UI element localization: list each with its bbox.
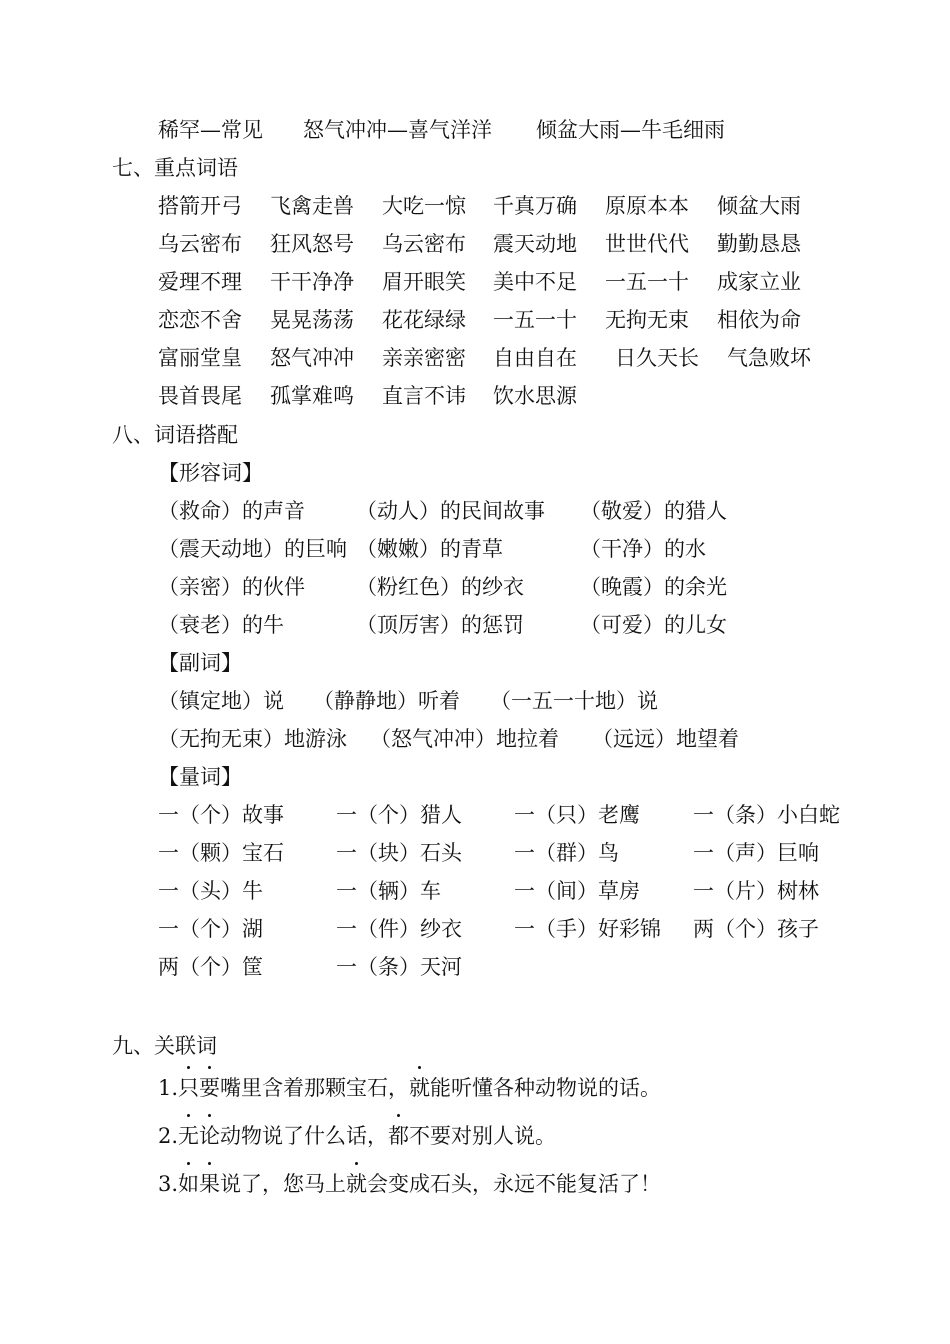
- measure-collocation: 两（个）孩子: [693, 917, 819, 941]
- key-word: 一五一十: [493, 308, 577, 332]
- adverb-label: 【副词】: [158, 651, 242, 675]
- key-word: 千真万确: [493, 194, 577, 218]
- sentence-text: 动物说了什么话，: [220, 1124, 389, 1148]
- key-word: 直言不讳: [382, 384, 466, 408]
- key-word: 无拘无束: [605, 308, 689, 332]
- adverb-collocation: （镇定地）说: [158, 689, 284, 713]
- key-word: 日久天长: [615, 346, 699, 370]
- adjective-collocation: （粉红色）的纱衣: [356, 575, 524, 599]
- key-word: 原原本本: [605, 194, 689, 218]
- measure-collocation: 一（个）猎人: [336, 803, 462, 827]
- key-word: 倾盆大雨: [717, 194, 801, 218]
- section-7-heading: 七、重点词语: [112, 156, 238, 180]
- measure-collocation: 一（手）好彩锦: [514, 917, 661, 941]
- measure-collocation: 两（个）筐: [158, 955, 263, 979]
- key-word: 震天动地: [493, 232, 577, 256]
- antonym-pair: 稀罕—常见: [158, 118, 263, 142]
- key-word: 干干净净: [270, 270, 354, 294]
- key-word: 爱理不理: [158, 270, 242, 294]
- key-word: 美中不足: [493, 270, 577, 294]
- key-word: 乌云密布: [158, 232, 242, 256]
- key-word: 富丽堂皇: [158, 346, 242, 370]
- sentence-number: 2.: [158, 1124, 179, 1148]
- section-8-heading: 八、词语搭配: [112, 423, 238, 447]
- measure-collocation: 一（只）老鹰: [514, 803, 640, 827]
- key-word: 一五一十: [605, 270, 689, 294]
- conjunction-word: 如果: [178, 1172, 221, 1196]
- key-word: 眉开眼笑: [382, 270, 466, 294]
- key-word: 自由自在: [493, 346, 577, 370]
- antonym-pair: 怒气冲冲—喜气洋洋: [303, 118, 492, 142]
- adjective-collocation: （亲密）的伙伴: [158, 575, 305, 599]
- key-word: 大吃一惊: [382, 194, 466, 218]
- adverb-collocation: （无拘无束）地游泳: [158, 727, 347, 751]
- adjective-collocation: （震天动地）的巨响: [158, 537, 347, 561]
- adverb-collocation: （一五一十地）说: [490, 689, 658, 713]
- adjective-collocation: （顶厉害）的惩罚: [356, 613, 524, 637]
- measure-collocation: 一（块）石头: [336, 841, 462, 865]
- key-word: 乌云密布: [382, 232, 466, 256]
- key-word: 飞禽走兽: [270, 194, 354, 218]
- key-word: 相依为命: [717, 308, 801, 332]
- key-word: 狂风怒号: [270, 232, 354, 256]
- sentence-text: 嘴里含着那颗宝石，: [220, 1076, 410, 1100]
- sentence-text: 说了，您马上: [220, 1172, 347, 1196]
- section-9-heading: 九、关联词: [112, 1034, 217, 1058]
- key-word: 亲亲密密: [382, 346, 466, 370]
- key-word: 花花绿绿: [382, 308, 466, 332]
- adjective-collocation: （可爱）的儿女: [580, 613, 727, 637]
- key-word: 勤勤恳恳: [717, 232, 801, 256]
- measure-collocation: 一（群）鸟: [514, 841, 619, 865]
- sentence-text: 能听懂各种动物说的话。: [430, 1076, 662, 1100]
- conjunction-sentence: [158, 1123, 556, 1149]
- conjunction-sentence: [158, 1171, 661, 1197]
- key-word: 世世代代: [605, 232, 689, 256]
- key-word: 畏首畏尾: [158, 384, 242, 408]
- measure-collocation: 一（颗）宝石: [158, 841, 284, 865]
- adverb-collocation: （怒气冲冲）地拉着: [370, 727, 559, 751]
- measure-collocation: 一（辆）车: [336, 879, 441, 903]
- conjunction-word: 都: [388, 1124, 410, 1148]
- measure-collocation: 一（片）树林: [693, 879, 819, 903]
- key-word: 晃晃荡荡: [270, 308, 354, 332]
- adjective-collocation: （晚霞）的余光: [580, 575, 727, 599]
- sentence-number: 3.: [158, 1172, 179, 1196]
- key-word: 恋恋不舍: [158, 308, 242, 332]
- measure-collocation: 一（头）牛: [158, 879, 263, 903]
- adjective-collocation: （动人）的民间故事: [356, 499, 545, 523]
- measure-collocation: 一（条）小白蛇: [693, 803, 840, 827]
- sentence-number: 1.: [158, 1076, 179, 1100]
- adjective-collocation: （衰老）的牛: [158, 613, 284, 637]
- conjunction-word: 就: [409, 1076, 431, 1100]
- key-word: 成家立业: [717, 270, 801, 294]
- measure-collocation: 一（条）天河: [336, 955, 462, 979]
- measure-collocation: 一（件）纱衣: [336, 917, 462, 941]
- key-word: 孤掌难鸣: [270, 384, 354, 408]
- key-word: 搭箭开弓: [158, 194, 242, 218]
- conjunction-sentence: [158, 1075, 661, 1101]
- measure-collocation: 一（间）草房: [514, 879, 640, 903]
- adjective-collocation: （干净）的水: [580, 537, 706, 561]
- antonym-pair: 倾盆大雨—牛毛细雨: [536, 118, 725, 142]
- sentence-text: 不要对别人说。: [409, 1124, 557, 1148]
- adverb-collocation: （远远）地望着: [592, 727, 739, 751]
- key-word: 气急败坏: [727, 346, 811, 370]
- key-word: 怒气冲冲: [270, 346, 354, 370]
- adjective-collocation: （救命）的声音: [158, 499, 305, 523]
- key-word: 饮水思源: [493, 384, 577, 408]
- sentence-text: 会变成石头，永远不能复活了！: [367, 1172, 662, 1196]
- conjunction-word: 只要: [178, 1076, 221, 1100]
- adjective-collocation: （嫩嫩）的青草: [356, 537, 503, 561]
- measure-collocation: 一（声）巨响: [693, 841, 819, 865]
- conjunction-word: 就: [346, 1172, 368, 1196]
- adjective-collocation: （敬爱）的猎人: [580, 499, 727, 523]
- measure-label: 【量词】: [158, 765, 242, 789]
- measure-collocation: 一（个）故事: [158, 803, 284, 827]
- measure-collocation: 一（个）湖: [158, 917, 263, 941]
- conjunction-word: 无论: [178, 1124, 221, 1148]
- adverb-collocation: （静静地）听着: [313, 689, 460, 713]
- adjective-label: 【形容词】: [158, 461, 263, 485]
